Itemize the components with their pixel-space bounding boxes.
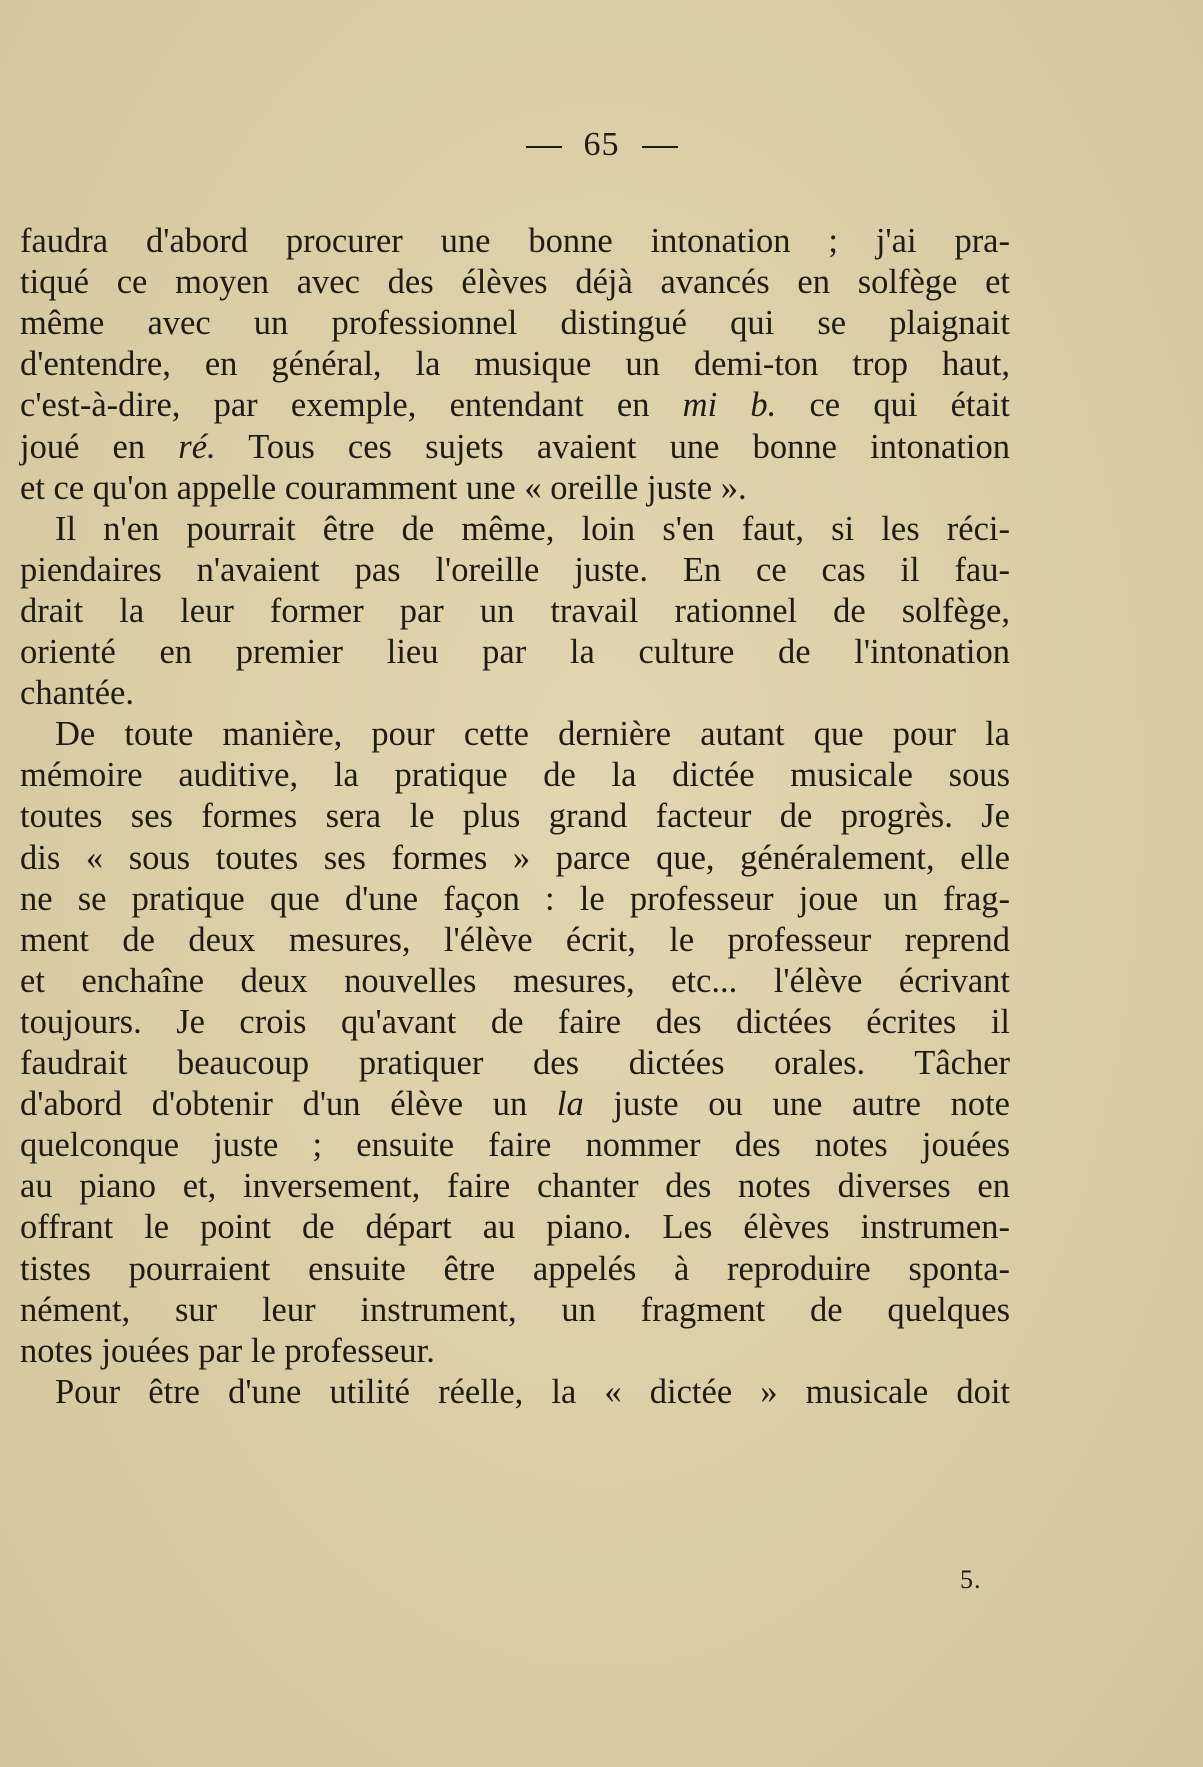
right-dash	[642, 146, 678, 148]
text-line: d'abord d'obtenir d'un élève un la juste ou une autre note	[20, 1085, 1010, 1124]
text-line: toutes ses formes sera le plus grand facteur de progrès. Je	[20, 797, 1010, 836]
text-line: chantée.	[20, 674, 134, 713]
note-name: mi b.	[682, 386, 777, 425]
text-line: piendaires n'avaient pas l'oreille juste. En ce cas il fau-	[20, 550, 1010, 589]
text-line: tiqué ce moyen avec des élèves déjà avancés en solfège et	[20, 263, 1010, 302]
signature-mark: 5.	[960, 1565, 982, 1594]
text-line: offrant le point de départ au piano. Les élèves instrumen-	[20, 1208, 1010, 1247]
running-head	[0, 126, 1203, 164]
text-line: même avec un professionnel distingué qui se plaignait	[20, 304, 1010, 343]
text-line: orienté en premier lieu par la culture de l'intonation	[20, 633, 1010, 671]
text-line: joué en ré. Tous ces sujets avaient une bonne intonation	[20, 427, 1010, 466]
text-line: dis « sous toutes ses formes » parce que, généralement, elle	[20, 838, 1010, 877]
text-line: ne se pratique que d'une façon : le professeur joue un frag-	[20, 879, 1010, 918]
text-line: tistes pourraient ensuite être appelés à reproduire sponta-	[20, 1249, 1010, 1288]
text-line: mémoire auditive, la pratique de la dictée musicale sous	[20, 756, 1010, 795]
note-name: la	[556, 1085, 584, 1124]
text-line: quelconque juste ; ensuite faire nommer des notes jouées	[20, 1126, 1010, 1165]
text-line: et ce qu'on appelle couramment une « oreille juste ».	[20, 468, 747, 507]
text-line: drait la leur former par un travail rationnel de solfège,	[20, 591, 1010, 630]
text-line: Il n'en pourrait être de même, loin s'en faut, si les réci-	[55, 509, 1010, 548]
text-line: faudra d'abord procurer une bonne intonation ; j'ai pra-	[20, 222, 1010, 260]
note-name: ré.	[178, 427, 216, 466]
text-line: c'est-à-dire, par exemple, entendant en mi b. ce qui était	[20, 386, 1010, 425]
text-line: d'entendre, en général, la musique un demi-ton trop haut,	[20, 345, 1010, 384]
text-line: faudrait beaucoup pratiquer des dictées orales. Tâcher	[20, 1044, 1010, 1082]
text-line: et enchaîne deux nouvelles mesures, etc... l'élève écrivant	[20, 961, 1010, 1000]
text-line: au piano et, inversement, faire chanter des notes diverses en	[20, 1167, 1010, 1206]
text-line: De toute manière, pour cette dernière autant que pour la	[55, 715, 1010, 754]
text-line: nément, sur leur instrument, un fragment de quelques	[20, 1290, 1010, 1329]
text-line: ment de deux mesures, l'élève écrit, le professeur reprend	[20, 920, 1010, 959]
text-line: notes jouées par le professeur.	[20, 1331, 435, 1370]
page-number: 65	[583, 126, 620, 163]
text-line: Pour être d'une utilité réelle, la « dictée » musicale doit	[55, 1372, 1010, 1411]
left-dash	[526, 146, 562, 148]
text-line: toujours. Je crois qu'avant de faire des dictées écrites il	[20, 1002, 1010, 1041]
